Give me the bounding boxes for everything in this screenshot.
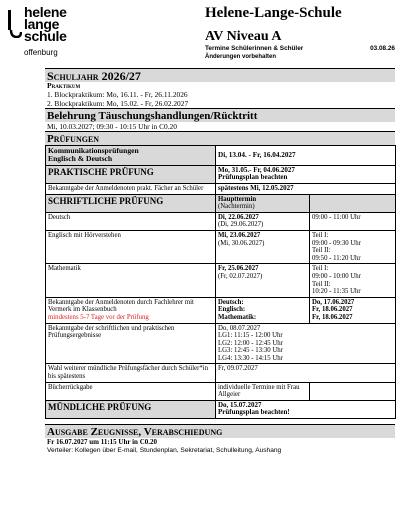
mathe-teil1-time: 09:00 - 10:00 Uhr — [312, 272, 361, 280]
haupttermin-label: Haupttermin — [218, 195, 257, 203]
englisch-alt-date: (Mi, 30.06.2027) — [218, 239, 265, 247]
fachlehrer-subject-englisch: Englisch: — [218, 306, 246, 314]
fachlehrer-label: Bekanntgabe der Anmeldenoten durch Fachlehrer mit Vermerk im Klassenbuch — [48, 298, 194, 314]
ausgabe-date: Fr 16.07.2027 um 11:15 Uhr in C0.20 — [47, 438, 157, 447]
ergebnisse-date: Do, 08.07.2027 — [218, 324, 261, 332]
table-row — [46, 264, 396, 297]
logo-subtitle: offenburg — [24, 48, 58, 57]
table-row — [46, 323, 396, 364]
table-row — [46, 212, 396, 230]
englisch-teil2-time: 09:50 - 11:20 Uhr — [312, 254, 361, 262]
praktisch-note: Prüfungsplan beachten — [218, 173, 288, 182]
deutsch-time: 09:00 - 11:00 Uhr — [310, 212, 396, 230]
changes-note: Änderungen vorbehalten — [205, 54, 277, 60]
deutsch-main-date: Di, 22.06.2027 — [218, 213, 259, 221]
fachlehrer-date-mathe: Fr, 18.06.2027 — [312, 313, 353, 321]
pruefungen-table — [45, 145, 396, 419]
termine-label: Termine Schülerinnen & Schüler — [205, 45, 304, 52]
verteiler-line: Verteiler: Kollegen über E-mail, Stundenplan, Sekretariat, Schulleitung, Aushang — [47, 447, 282, 455]
pruefungen-heading: Prüfungen — [45, 131, 395, 145]
fachlehrer-date-deutsch: Do, 17.06.2027 — [312, 298, 355, 306]
ergebnisse-label: Bekanntgabe der schriftlichen und praktischen Prüfungsergebnisse — [46, 323, 216, 364]
ergebnisse-lg4: LG4: 13:30 - 14:15 Uhr — [218, 354, 283, 362]
schedule-content — [45, 68, 395, 455]
muendlich-date: Do, 15.07.2027 — [218, 400, 262, 409]
schuljahr-heading: Schuljahr 2026/27 — [45, 68, 395, 82]
ergebnisse-lg1: LG1: 11:15 - 12:00 Uhr — [218, 332, 283, 340]
table-row — [46, 184, 396, 195]
buecher-text: individuelle Termine mit Frau Allgeier — [216, 382, 310, 400]
school-name: Helene-Lange-Schule — [205, 5, 342, 21]
muendlich-note: Prüfungsplan beachten! — [218, 408, 290, 417]
praktikum-label: Praktikum — [47, 81, 81, 90]
ergebnisse-lg3: LG3: 12:45 - 13:30 Uhr — [218, 347, 283, 355]
nachtermin-label: (Nachtermin) — [218, 203, 255, 211]
table-row — [46, 194, 396, 212]
block-praktikum-1: 1. Blockpraktikum: Mo, 16.11. - Fr, 26.11.2026 — [47, 90, 188, 99]
kommunikation-label: Kommunikationsprüfungen — [48, 146, 139, 155]
wahl-date: Fr, 09.07.2027 — [216, 364, 396, 382]
mathe-label: Mathematik — [46, 264, 216, 297]
belehrung-text: Mi, 10.03.2027; 09:30 - 10:15 Uhr in C0.20 — [47, 122, 177, 131]
englisch-teil1: Teil I: — [312, 231, 329, 239]
deutsch-alt-date: (Di, 29.06.2027) — [218, 221, 264, 229]
school-logo — [6, 4, 88, 60]
table-row — [46, 165, 396, 183]
englisch-teil1-time: 09:00 - 09:30 Uhr — [312, 239, 361, 247]
buecher-label: Bücherrückgabe — [46, 382, 216, 400]
table-row — [46, 364, 396, 382]
praktisch-bekannt-date: spätestens Mi, 12.05.2027 — [216, 184, 396, 195]
ergebnisse-lg2: LG2: 12:00 - 12:45 Uhr — [218, 339, 283, 347]
kommunikation-date: Di, 13.04. - Fr, 16.04.2027 — [216, 146, 396, 166]
document-date: 03.08.26 — [370, 45, 395, 52]
englisch-main-date: Mi, 23.06.2027 — [218, 231, 261, 239]
table-row — [46, 146, 396, 166]
wahl-label: Wahl weiterer mündliche Prüfungsfächer durch Schüler*in bis spätestens — [46, 364, 216, 382]
block-praktikum-2: 2. Blockpraktikum: Mo, 15.02. - Fr, 26.02.2027 — [47, 99, 189, 108]
termine-line — [205, 45, 395, 52]
ausgabe-heading: Ausgabe Zeugnisse, Verabschiedung — [45, 424, 395, 438]
fachlehrer-subject-deutsch: Deutsch: — [218, 298, 244, 306]
englisch-label: Englisch mit Hörverstehen — [46, 230, 216, 263]
page-header — [0, 0, 400, 64]
logo-mark-icon — [8, 10, 22, 38]
fachlehrer-subject-mathe: Mathematik: — [218, 313, 257, 321]
praktisch-date: Mo, 31.05.- Fr, 04.06.2027 — [218, 165, 295, 174]
mathe-teil1: Teil I: — [312, 265, 329, 273]
document-title: AV Niveau A — [205, 29, 282, 44]
deutsch-label: Deutsch — [46, 212, 216, 230]
table-row — [46, 230, 396, 263]
mathe-main-date: Fr, 25.06.2027 — [218, 265, 259, 273]
logo-wordmark: helene lange schule — [24, 4, 67, 44]
table-row — [46, 382, 396, 400]
table-row — [46, 297, 396, 323]
kommunikation-sub: Englisch & Deutsch — [48, 154, 113, 164]
fachlehrer-deadline: mindestens 5-7 Tage vor der Prüfung — [48, 313, 149, 321]
mathe-alt-date: (Fr, 02.07.2027) — [218, 272, 263, 280]
mathe-teil2-time: 10:20 - 11:35 Uhr — [312, 288, 361, 296]
praktisch-label: PRAKTISCHE PRÜFUNG — [46, 165, 216, 183]
muendlich-label: MÜNDLICHE PRÜFUNG — [46, 400, 216, 418]
belehrung-heading: Belehrung Täuschungshandlungen/Rücktritt — [45, 108, 395, 122]
table-row — [46, 400, 396, 418]
praktisch-bekannt-label: Bekanntgabe der Anmeldenoten prakt. Fächer an Schüler — [46, 184, 216, 195]
fachlehrer-date-englisch: Fr, 18.06.2027 — [312, 306, 353, 314]
mathe-teil2: Teil II: — [312, 280, 331, 288]
schriftlich-label: SCHRIFTLICHE PRÜFUNG — [46, 194, 216, 212]
englisch-teil2: Teil II: — [312, 247, 331, 255]
